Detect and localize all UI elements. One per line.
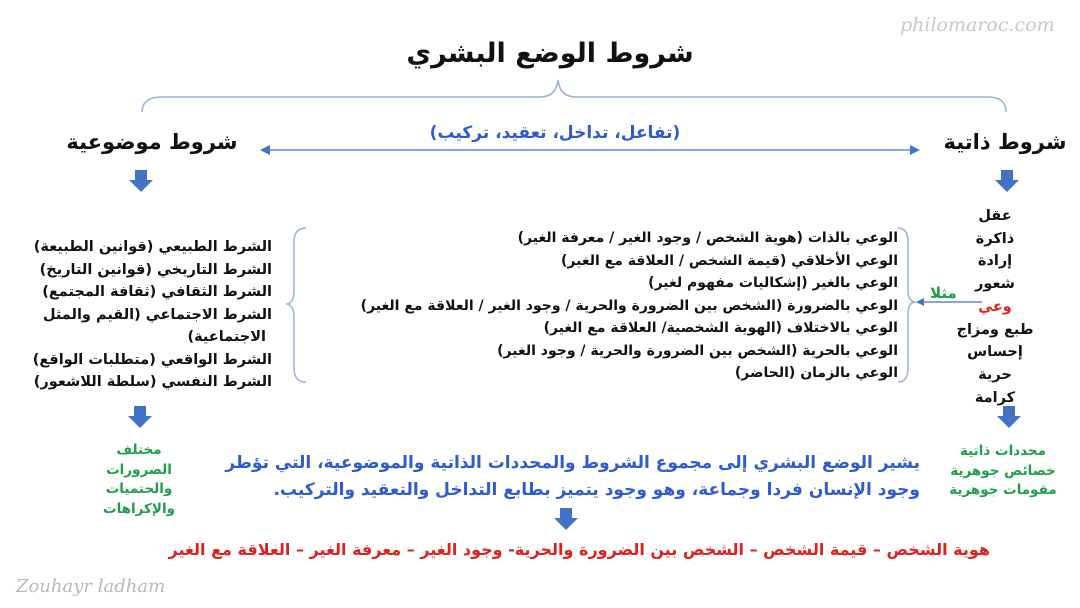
list-item: الوعي بالحرية (الشخص بين الضرورة والحرية / وجود الغير) <box>497 342 898 359</box>
consciousness-list <box>290 227 898 385</box>
list-item: الشرط الواقعي (متطلبات الواقع) <box>32 351 272 368</box>
list-item: الوعي بالزمان (الحاضر) <box>734 365 898 381</box>
list-item: الوعي الأخلاقي (قيمة الشخص / العلاقة مع الغير) <box>561 252 898 269</box>
list-item: إحساس <box>967 344 1023 361</box>
result-line: الضرورات <box>106 461 172 478</box>
author-signature: Zouhayr ladham <box>16 576 166 597</box>
subjective-heading: شروط ذاتية <box>943 130 1067 154</box>
list-item: طبع ومزاج <box>956 321 1034 338</box>
mid-right-brace <box>898 228 916 382</box>
top-brace <box>142 80 1006 112</box>
list-item: ذاكرة <box>975 230 1015 247</box>
down-arrow-subjective <box>995 170 1019 192</box>
page-title: شروط الوضع البشري <box>406 38 694 69</box>
down-arrow-objective-result <box>128 406 152 428</box>
summary-line: يشير الوضع البشري إلى مجموع الشروط والمحددات الذاتية والموضوعية، التي تؤطر <box>225 453 920 473</box>
list-item: عقل <box>978 208 1012 224</box>
list-item: الاجتماعية) <box>187 329 266 345</box>
list-item: الشرط النفسي (سلطة اللاشعور) <box>33 374 272 390</box>
result-line: خصائص جوهرية <box>950 462 1056 479</box>
list-item: الوعي بالغير (إشكاليات مفهوم لغير) <box>648 275 898 291</box>
list-item: الوعي بالذات (هوية الشخص / وجود الغير / معرفة الغير) <box>517 230 898 246</box>
relation-label: (تفاعل، تداخل، تعقيد، تركيب) <box>429 123 681 143</box>
list-item: شعور <box>975 276 1015 293</box>
subjective-list <box>930 205 1060 409</box>
objective-result <box>84 441 194 519</box>
list-item: الوعي بالضرورة (الشخص بين الضرورة والحرية / وجود الغير / العلاقة مع الغير) <box>360 297 898 314</box>
list-item: الوعي بالاختلاف (الهوية الشخصية/ العلاقة مع الغير) <box>543 320 898 336</box>
list-item: الشرط التاريخي (قوانين التاريخ) <box>39 261 272 278</box>
result-line: محددات ذاتية <box>959 443 1047 459</box>
list-item: الشرط الطبيعي (قوانين الطبيعة) <box>33 239 272 255</box>
objective-heading: شروط موضوعية <box>66 130 238 154</box>
example-arrow-head <box>916 298 924 306</box>
summary-line: وجود الإنسان فردا وجماعة، وهو وجود يتميز بطابع التداخل والتعقيد والتركيب. <box>273 480 920 500</box>
result-line: والإكراهات <box>103 500 175 517</box>
watermark: philomaroc.com <box>900 14 1055 36</box>
result-line: مقومات جوهرية <box>949 482 1057 498</box>
list-item: إرادة <box>977 253 1013 270</box>
down-arrow-objective <box>129 170 153 192</box>
list-item: الشرط الاجتماعي (القيم والمثل <box>42 306 272 323</box>
relation-arrow-right-head <box>910 145 920 155</box>
down-arrow-summary <box>554 508 578 530</box>
objective-list <box>2 236 272 394</box>
subjective-result <box>938 442 1068 501</box>
list-item: الشرط الثقافي (ثقافة المجتمع) <box>42 284 272 300</box>
example-label: مثلا <box>930 284 957 302</box>
list-item: كرامة <box>974 389 1016 406</box>
summary-text <box>215 450 920 504</box>
result-line: والحتميات <box>105 481 173 497</box>
list-item: حرية <box>978 366 1012 383</box>
bottom-topics: هوية الشخص – قيمة الشخص – الشخص بين الضرورة والحرية- وجود الغير – معرفة الغير – العلاقة مع الغير <box>168 540 990 559</box>
relation-arrow-left-head <box>260 145 270 155</box>
result-line: مختلف <box>116 442 162 458</box>
list-item-highlight: وعي <box>978 298 1012 315</box>
